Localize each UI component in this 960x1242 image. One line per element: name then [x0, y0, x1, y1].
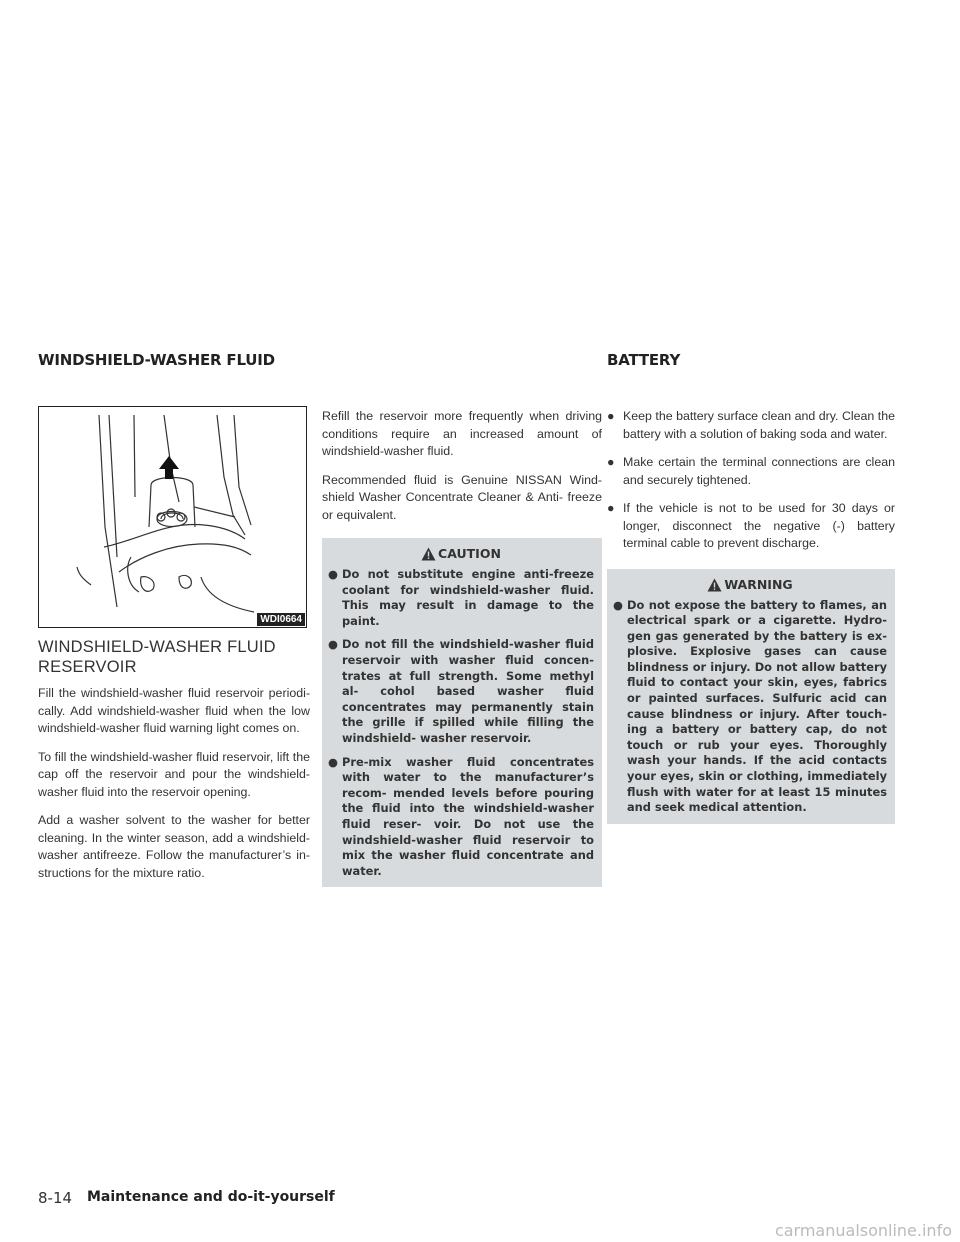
bullet: ● — [613, 597, 623, 612]
section-header-washer-fluid: WINDSHIELD-WASHER FLUID — [38, 351, 275, 369]
caution-item — [328, 567, 594, 629]
subsection-title: WINDSHIELD-WASHER FLUID RESERVOIR — [38, 638, 276, 676]
figure-id-label: WDI0664 — [257, 613, 305, 626]
warning-triangle-icon — [707, 578, 722, 592]
column-1 — [38, 685, 310, 893]
warning-title: WARNING — [724, 576, 793, 592]
section-header-battery: BATTERY — [607, 351, 681, 369]
battery-bullet-text: Keep the battery surface clean and dry. Clean the battery with a solution of baking soda and water. — [623, 409, 895, 441]
paragraph-recommended-fluid: Recommended fluid is Genuine NISSAN Wind- shield Washer Concentrate Cleaner & Anti- freeze or equivalent. — [322, 472, 602, 522]
warning-item-text: Do not expose the battery to flames, an electrical spark or a cigarette. Hydro- gen gas generated by the battery is ex- plosive. Explosive gases can cause blindness or injury. Do not allow battery fluid to contact your skin, eyes, fabrics or painted surfaces. Sulfuric acid can cause blindness or injury. After touch- ing a battery or battery cap, do not touch or rub your eyes. Thoroughly wash your hands. If the acid contacts your eyes, skin or clothing, immediately flush with water for at least 15 minutes and seek medical attention. — [627, 597, 887, 815]
paragraph-refill: Refill the reservoir more frequently when driving conditions require an increased amount of windshield-washer fluid. — [322, 409, 602, 458]
page-number: 8-14 — [38, 1189, 73, 1207]
bullet: ● — [607, 501, 615, 515]
battery-bullet-item — [607, 408, 895, 443]
caution-item — [328, 755, 594, 880]
paragraph-fill-periodically: Fill the windshield-washer fluid reservoir periodi- cally. Add windshield-washer fluid when the low windshield-washer fluid warning light comes on. — [38, 686, 310, 735]
bullet: ● — [607, 409, 615, 423]
battery-bullet-item — [607, 500, 895, 553]
battery-bullet-text: Make certain the terminal connections are clean and securely tightened. — [623, 455, 895, 487]
bullet: ● — [328, 754, 338, 769]
caution-item — [328, 637, 594, 746]
column-3 — [607, 408, 895, 824]
caution-box — [322, 538, 602, 887]
battery-bullet-text: If the vehicle is not to be used for 30 days or longer, disconnect the negative (-) battery terminal cable to prevent discharge. — [623, 501, 895, 550]
caution-warning-triangle-icon — [421, 547, 436, 561]
column-2 — [322, 408, 602, 887]
reservoir-illustration — [38, 406, 307, 628]
bullet: ● — [328, 637, 338, 652]
paragraph-fill-instructions: To fill the windshield-washer fluid reservoir, lift the cap off the reservoir and pour the windshield- washer fluid into the reservoir opening. — [38, 749, 310, 799]
bullet: ● — [328, 567, 338, 581]
caution-heading — [328, 546, 594, 561]
watermark: carmanualsonline.info — [774, 1221, 952, 1240]
caution-item-text: Do not fill the windshield-washer fluid reservoir with washer fluid concen- trates at full strength. Some methyl al- cohol based washer fluid concentrates may permanently stain the grille if spilled while filling the windshield- washer reservoir. — [342, 637, 594, 745]
warning-box — [607, 569, 895, 824]
warning-item — [613, 598, 887, 816]
caution-item-text: Do not substitute engine anti-freeze coolant for windshield-washer fluid. This may result in damage to the paint. — [342, 567, 594, 628]
battery-bullet-item — [607, 454, 895, 489]
bullet: ● — [607, 455, 615, 469]
paragraph-solvent: Add a washer solvent to the washer for better cleaning. In the winter season, add a windshield- washer antifreeze. Follow the manufacturer’s in- structions for the mixture ratio. — [38, 813, 310, 880]
chapter-title: Maintenance and do-it-yourself — [87, 1189, 335, 1205]
caution-item-text: Pre-mix washer fluid concentrates with water to the manufacturer’s recom- mended levels before pouring the fluid into the windshield-washer fluid reser- voir. Do not use the windshield-washer fluid reservoir to mix the washer fluid concentrate and water. — [342, 754, 594, 878]
caution-title: CAUTION — [438, 546, 501, 561]
warning-heading — [613, 577, 887, 592]
reservoir-drawing — [39, 407, 306, 627]
